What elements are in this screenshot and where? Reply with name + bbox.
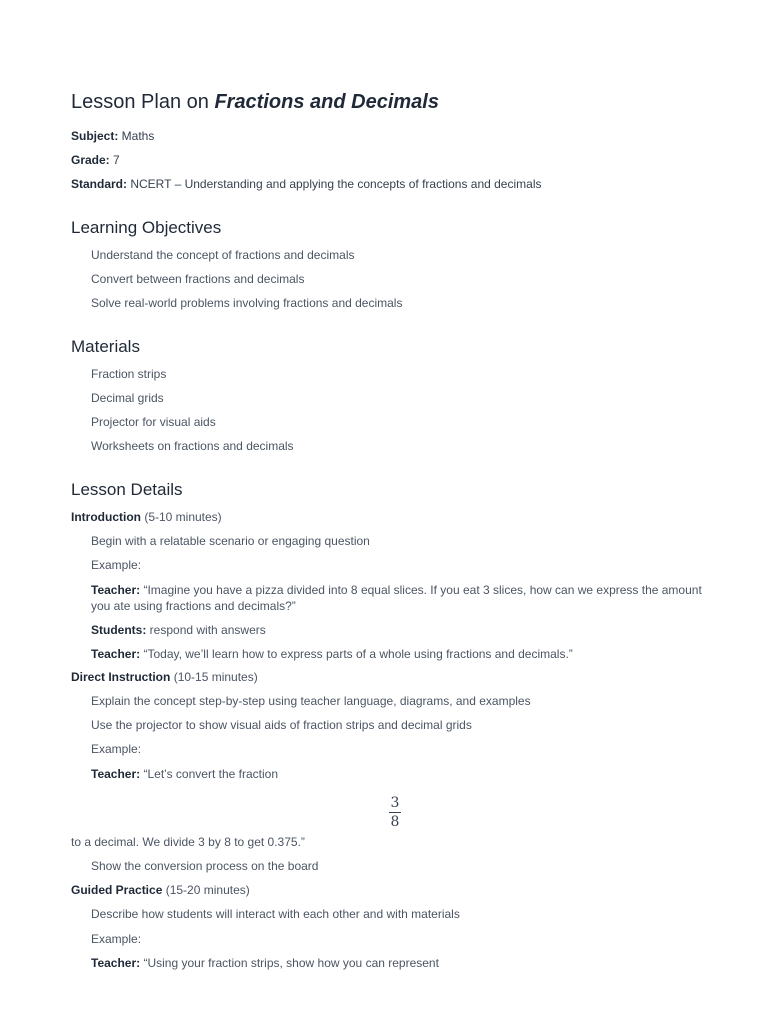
title-prefix: Lesson Plan on bbox=[71, 91, 215, 113]
objective-item: Solve real-world problems involving fractions and decimals bbox=[91, 296, 403, 310]
direct-line: Example: bbox=[91, 742, 142, 756]
direct-line: Use the projector to show visual aids of fraction strips and decimal grids bbox=[91, 718, 472, 732]
material-item: Fraction strips bbox=[91, 367, 167, 381]
direct-name: Direct Instruction bbox=[71, 670, 171, 684]
materials-heading: Materials bbox=[71, 337, 140, 356]
direct-subheading bbox=[71, 670, 258, 684]
title-topic: Fractions and Decimals bbox=[214, 91, 439, 113]
guided-time: (15-20 minutes) bbox=[162, 883, 250, 897]
intro-line: Example: bbox=[91, 558, 142, 572]
meta-label: Grade: bbox=[71, 153, 110, 167]
dialogue-line bbox=[91, 767, 278, 781]
guided-name: Guided Practice bbox=[71, 883, 163, 897]
meta-value: NCERT – Understanding and applying the concepts of fractions and decimals bbox=[127, 177, 542, 191]
guided-line: Describe how students will interact with each other and with materials bbox=[91, 907, 460, 921]
dialogue-text: respond with answers bbox=[146, 623, 266, 637]
after-fraction-text: to a decimal. We divide 3 by 8 to get 0.375.” bbox=[71, 835, 305, 849]
fraction-denominator: 8 bbox=[390, 814, 400, 830]
fraction-numerator: 3 bbox=[390, 795, 400, 811]
meta-grade bbox=[71, 153, 120, 167]
dialogue-text: “Let’s convert the fraction bbox=[140, 767, 278, 781]
dialogue-line bbox=[91, 623, 266, 637]
details-heading: Lesson Details bbox=[71, 480, 183, 499]
dialogue-text: “Today, we’ll learn how to express parts of a whole using fractions and decimals.” bbox=[140, 647, 573, 661]
objective-item: Understand the concept of fractions and decimals bbox=[91, 248, 355, 262]
objectives-heading: Learning Objectives bbox=[71, 218, 222, 237]
meta-standard bbox=[71, 177, 541, 191]
intro-line: Begin with a relatable scenario or engaging question bbox=[91, 534, 370, 548]
fraction-display bbox=[383, 795, 407, 830]
speaker: Students: bbox=[91, 623, 147, 637]
intro-time: (5-10 minutes) bbox=[140, 510, 222, 524]
direct-line: Explain the concept step-by-step using teacher language, diagrams, and examples bbox=[91, 694, 531, 708]
meta-subject bbox=[71, 129, 154, 143]
speaker: Teacher: bbox=[91, 767, 141, 781]
meta-value: 7 bbox=[109, 153, 120, 167]
meta-value: Maths bbox=[118, 129, 155, 143]
speaker: Teacher: bbox=[91, 583, 141, 597]
dialogue-line bbox=[91, 956, 439, 970]
speaker: Teacher: bbox=[91, 956, 141, 970]
intro-subheading bbox=[71, 510, 222, 524]
guided-line: Example: bbox=[91, 932, 142, 946]
dialogue-line bbox=[91, 647, 573, 661]
guided-subheading bbox=[71, 883, 250, 897]
page-title bbox=[71, 91, 439, 114]
direct-time: (10-15 minutes) bbox=[170, 670, 258, 684]
objective-item: Convert between fractions and decimals bbox=[91, 272, 305, 286]
material-item: Decimal grids bbox=[91, 391, 164, 405]
meta-label: Subject: bbox=[71, 129, 119, 143]
intro-name: Introduction bbox=[71, 510, 141, 524]
speaker: Teacher: bbox=[91, 647, 141, 661]
direct-closing: Show the conversion process on the board bbox=[91, 859, 319, 873]
material-item: Projector for visual aids bbox=[91, 415, 216, 429]
dialogue-text: “Imagine you have a pizza divided into 8 equal slices. If you eat 3 slices, how can we express the amount you ate using fractions and decimals?” bbox=[91, 583, 702, 613]
dialogue-text: “Using your fraction strips, show how you can represent bbox=[140, 956, 439, 970]
dialogue-line bbox=[91, 582, 711, 614]
meta-label: Standard: bbox=[71, 177, 128, 191]
material-item: Worksheets on fractions and decimals bbox=[91, 439, 294, 453]
